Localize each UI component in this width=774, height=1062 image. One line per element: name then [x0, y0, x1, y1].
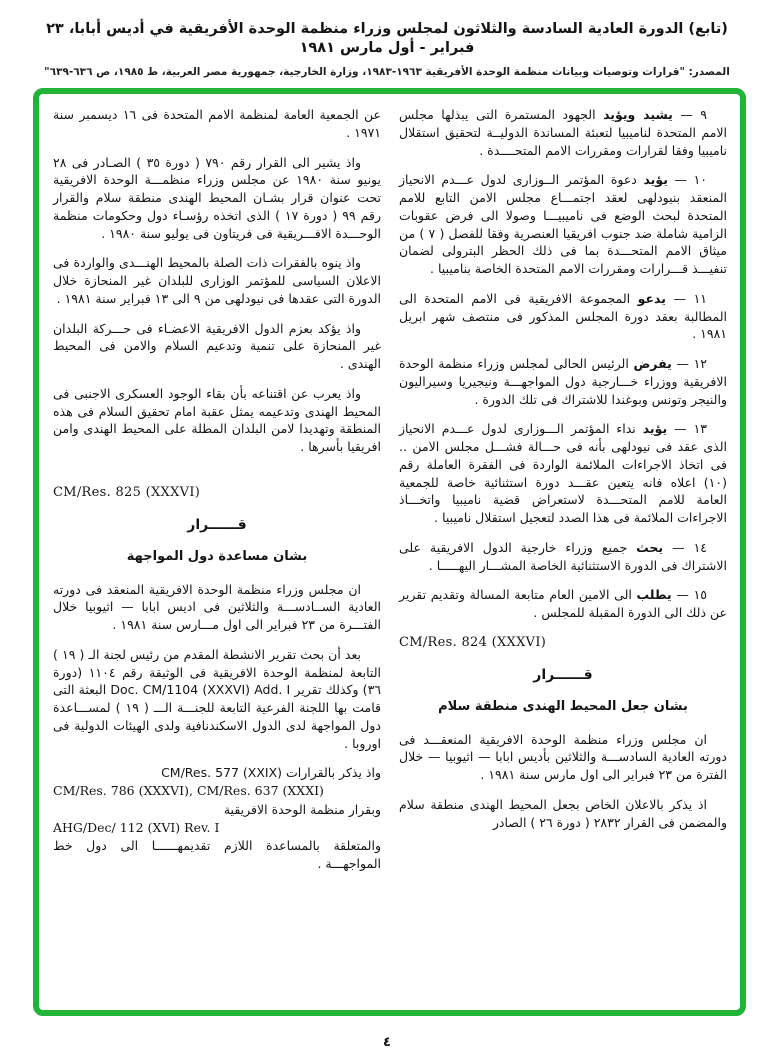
paragraph-number: ١٣ —: [667, 421, 707, 437]
resolution-paragraph-10: [399, 171, 727, 278]
paragraph-lead-word: يحث: [636, 539, 664, 555]
resolution-reference-824: CM/Res. 824 (XXXVI): [399, 634, 547, 650]
resolution-subject-indian-ocean: بشان جعل المحيط الهندى منطقة سلام: [438, 699, 688, 715]
page-number: ٤: [383, 1035, 391, 1050]
cited-resolution-line: والمتعلقة بالمساعدة اللازم تقديمهــــــا الى دول خط المواجهـــة .: [53, 837, 381, 871]
paragraph-lead-word: يشيد ويؤيد: [603, 107, 673, 122]
paragraph-number: ٩ —: [672, 107, 708, 122]
cited-resolution-line: CM/Res. 786 (XXXVI), CM/Res. 637 (XXXI): [53, 783, 324, 799]
preamble-paragraph: واذ يشير الى القرار رقم ٧٩٠ ( دورة ٣٥ ) الصـادر فى ٢٨ يونيو سنة ١٩٨٠ عن مجلس وزراء منظمـــة الوحدة الافريقية تحت عنوان قرار بشـان المحيط الهندى منطقة سلام والقرار رقم ٩٩ ( دورة ١٧ ) الذى اتخذه رؤسـاء دول وحكومات منظمة الوحـــدة الافـــريقية فى فريتاون فى يوليو سنة ١٩٨٠ .: [53, 154, 381, 241]
resolution-paragraph-11: [399, 290, 727, 343]
two-column-layout: [53, 106, 727, 1002]
paragraph-lead-word: يؤيد: [643, 172, 668, 188]
preamble-paragraph: ان مجلس وزراء منظمة الوحدة الافريقية المنعقد فى دورته العادية الســادســـة والثلاثين فى اديس ابابا — اثيوبيا خلال الفتـــرة من ٢٣ فبراير الى اول مـــارس سنة ١٩٨١ .: [53, 581, 381, 633]
cited-resolutions-block: [53, 764, 381, 873]
cited-resolution-line: واذ يذكر بالقرارات CM/Res. 577 (XXIX): [161, 765, 381, 781]
resolution-paragraph-14: [399, 539, 727, 575]
resolution-paragraph-12: [399, 355, 727, 408]
cited-resolution-line: AHG/Dec/ 112 (XVI) Rev. I: [53, 819, 220, 835]
source-citation: المصدر: "قرارات وتوصيات وبيانات منظمة الوحدة الأفريقية ١٩٦٣-١٩٨٣، وزارة الخارجية، جمهورية مصر العربية، ط ١٩٨٥، ص ٦٣٦-٦٣٩": [44, 65, 730, 78]
resolution-subject-frontline-states: بشان مساعدة دول المواجهة: [126, 549, 308, 565]
resolution-heading: قــــــرار: [533, 667, 593, 684]
paragraph-text: الرئيس الحالى لمجلس وزراء منظمة الوحدة الافريقية ووزراء خـــارجية دول المواجهـــة ونيجيريا وسيراليون والنيجر وتونس وبوغندا للاشتراك فى تلك الدورة .: [399, 356, 727, 407]
page-header: [0, 0, 774, 78]
document-title: (تابع) الدورة العادية السادسة والثلاثون لمجلس وزراء منظمة الوحدة الأفريقية في أديس أبابا، ٢٣ فبراير - أول مارس ١٩٨١: [46, 21, 728, 56]
resolution-reference-825: CM/Res. 825 (XXXVI): [53, 484, 201, 500]
paragraph-number: ١٢ —: [671, 356, 707, 371]
document-frame: [33, 88, 746, 1016]
paragraph-text: نداء المؤتمر الـــوزارى لدول عـــدم الانحياز الذى عقد فى نيودلهى بأنه فى حـــالة فشـــل مجلس الامن .. فى اتخاذ الاجراءات الملائمة الواردة فى الفقرة العاملة رقم (١٠) اعلاه فانه يتعين عقـــد دورة استثنائية خاصة للجمعية العامة للامم المتحـــدة لاستعراض قضية ناميبيا واتخـــاذ الاجراءات الملائمة فى هذا الصدد لتعجيل استقلال ناميبيا .: [399, 421, 727, 525]
paragraph-lead-word: يدعو: [637, 290, 666, 306]
continuation-paragraph: عن الجمعية العامة لمنظمة الامم المتحدة فى ١٦ ديسمبر سنة ١٩٧١ .: [53, 107, 381, 140]
paragraph-number: ١٥ —: [671, 587, 707, 603]
paragraph-lead-word: يؤيد: [642, 421, 668, 437]
paragraph-number: ١١ —: [665, 290, 707, 306]
paragraph-text: المجموعة الافريقية فى الامم المتحدة الى المطالبة بعقد دورة المجلس المذكور فى منتصف شهر ابريل ١٩٨١ .: [399, 290, 727, 342]
column-left: [53, 106, 381, 1002]
paragraph-text: جميع وزراء خارجية الدول الافريقية على الاشتراك فى الدورة الاستثنائية الخاصة المشـــار اليهـــــا .: [399, 539, 727, 573]
preamble-paragraph: اذ يذكر بالاعلان الخاص بجعل المحيط الهندى منطقة سلام والمضمن فى القرار ٢٨٣٢ ( دورة ٢٦ ) الصادر: [399, 796, 727, 830]
resolution-heading: قــــــرار: [187, 517, 247, 534]
resolution-paragraph-13: [399, 420, 727, 527]
preamble-paragraph: واذ يؤكد بعزم الدول الافريقية الاعضـاء فى حـــركة البلدان غير المنحازة على تنمية وتدعيم السلام والامن فى المحيط الهندى .: [53, 320, 381, 371]
paragraph-number: ١٠ —: [667, 172, 707, 188]
paragraph-text: الجهود المستمرة التى يبذلها مجلس الامم المتحدة لناميبيا لتعبئة المساندة الدوليــة لتحقيق استقلال ناميبيا وفقا لقرارات ومقررات الامم المتحــــدة .: [399, 107, 727, 158]
paragraph-lead-word: يفرض: [633, 356, 672, 371]
resolution-paragraph-15: [399, 586, 727, 622]
paragraph-text: الى الامين العام متابعة المسالة وتقديم تقرير عن ذلك الى الدورة المقبلة للمجلس .: [399, 587, 727, 620]
resolution-paragraph-9: [399, 106, 727, 159]
paragraph-number: ١٤ —: [663, 539, 707, 555]
preamble-paragraph: واذ ينوه بالفقرات ذات الصلة بالمحيط الهنـــدى والواردة فى الاعلان السياسى للمؤتمر الوزارى للبلدان غير المنحازة خلال الدورة التى عقدها فى نيودلهى من ٩ الى ١٣ فبراير سنة ١٩٨١ .: [53, 255, 381, 306]
paragraph-text: دعوة المؤتمر الــوزارى لدول عـــدم الانحياز المنعقد بنيودلهى لعقد اجتمـــاع مجلس الامن التابع للامم المتحدة لبحث الوضع فى ناميبيـــا وصولا الى فرض عقوبات الزامية شاملة ضد جنوب افريقيا العنصرية وفقا للفصل ( ٧ ) من ميثاق الامم المتحـــدة بما فى ذلك الحظر البترولى لضمان تنفيـــذ قـــرارات ومقررات الامم المتحدة الخاصة بناميبيا .: [399, 172, 727, 276]
preamble-paragraph: بعد أن بحث تقرير الانشطة المقدم من رئيس لجنة الـ ( ١٩ ) التابعة لمنظمة الوحدة الافريقية فى الوثيقة رقم ١١٠٤ (دورة ٣٦) وكذلك تقرير Doc. CM/1104 (XXXVI) Add. I البعثة التى قامت بها اللجنة الفرعية التابعة للجنـــة الـــ ( ١٩ ) لمســـاعدة دول المواجهة لدى الدول الاسكندنافية ولدى الهيئات الدولية فى اوروبا .: [53, 646, 382, 751]
cited-resolution-line: وبقرار منظمة الوحدة الافريقية: [223, 801, 381, 817]
preamble-paragraph: واذ يعرب عن اقتناعه بأن بقاء الوجود العسكرى الاجنبى فى المحيط الهندى وتدعيمه يمثل عقبة امام تحقيق السلام فى هذه المنطقة وتهديدا لامن البلدان المطلة على المحيط الهندى وامن افريقيا بأسرها .: [53, 385, 381, 454]
paragraph-lead-word: يطلب: [636, 587, 672, 603]
column-right: [399, 106, 727, 1002]
preamble-paragraph: ان مجلس وزراء منظمة الوحدة الافريقية المنعقـــد فى دورته العادية السادســـة والثلاثين بأديس ابابا — اثيوبيا — خلال الفترة من ٢٣ فبراير الى اول مارس سنة ١٩٨١ .: [399, 731, 727, 783]
